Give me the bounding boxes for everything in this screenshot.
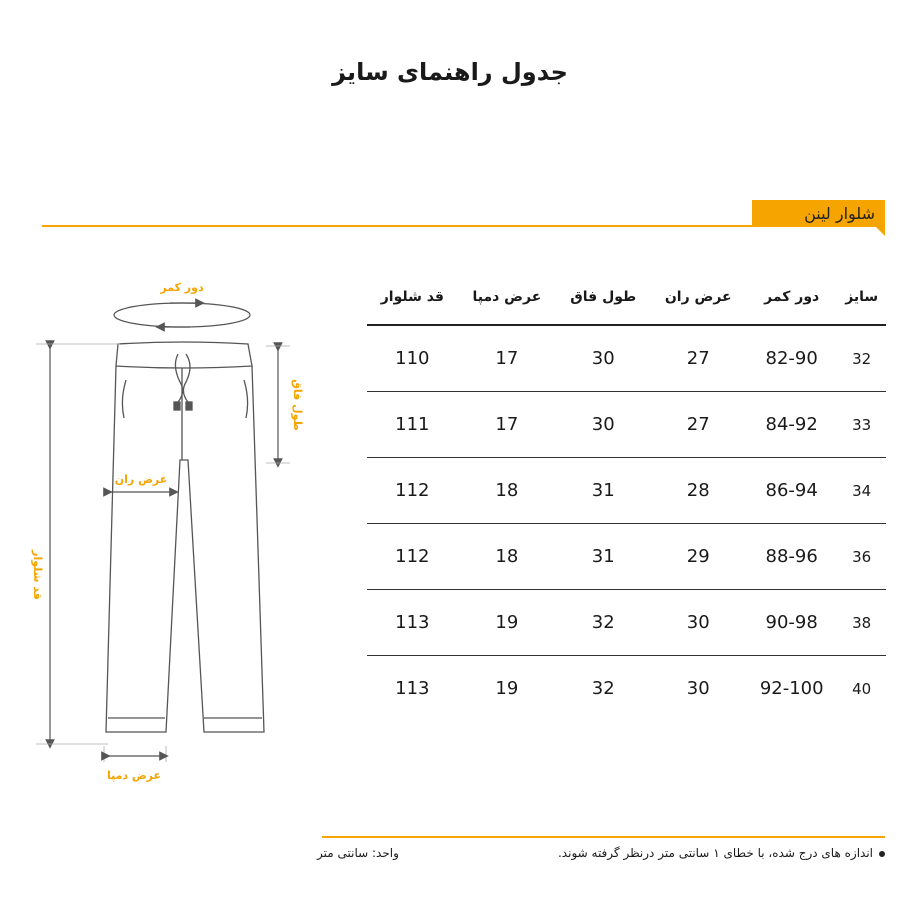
- section-tab-pointer: [876, 227, 885, 236]
- cell-thigh: 28: [650, 458, 746, 524]
- cell-length: 113: [367, 590, 458, 656]
- cell-hem: 17: [458, 325, 556, 392]
- cell-waist: 86-94: [746, 458, 837, 524]
- cell-hem: 18: [458, 524, 556, 590]
- thigh-label: عرض ران: [114, 473, 168, 486]
- waist-ellipse: [114, 303, 250, 327]
- tolerance-note: [558, 846, 885, 860]
- cell-size: 33: [837, 392, 886, 458]
- cell-waist: 82-90: [746, 325, 837, 392]
- cell-hem: 17: [458, 392, 556, 458]
- cell-hem: 18: [458, 458, 556, 524]
- cell-rise: 30: [556, 392, 650, 458]
- cell-thigh: 30: [650, 590, 746, 656]
- header-thigh: عرض ران: [650, 270, 746, 325]
- unit-note: واحد: سانتی متر: [317, 846, 399, 860]
- header-size: سایز: [837, 270, 886, 325]
- cell-thigh: 27: [650, 325, 746, 392]
- rise-label: طول فاق: [291, 379, 304, 431]
- cell-rise: 31: [556, 524, 650, 590]
- cell-waist: 88-96: [746, 524, 837, 590]
- header-hem: عرض دمپا: [458, 270, 556, 325]
- pants-outline-icon: [106, 342, 264, 732]
- cell-waist: 84-92: [746, 392, 837, 458]
- cell-waist: 90-98: [746, 590, 837, 656]
- cell-hem: 19: [458, 590, 556, 656]
- table-row: [367, 524, 886, 590]
- tolerance-note-text: اندازه های درج شده، با خطای ۱ سانتی متر درنظر گرفته شوند.: [557, 846, 873, 860]
- header-waist: دور کمر: [746, 270, 837, 325]
- header-rise: طول فاق: [556, 270, 650, 325]
- cell-rise: 30: [556, 325, 650, 392]
- cell-length: 112: [367, 458, 458, 524]
- cell-rise: 31: [556, 458, 650, 524]
- page-title: جدول راهنمای سایز: [332, 58, 568, 86]
- cell-size: 36: [837, 524, 886, 590]
- cell-waist: 92-100: [759, 678, 824, 699]
- section-tab: شلوار لینن: [752, 200, 885, 227]
- footer-divider: [322, 836, 885, 838]
- cell-length: 110: [367, 325, 458, 392]
- hem-label: عرض دمپا: [106, 769, 162, 782]
- cell-rise: 32: [556, 590, 650, 656]
- size-table: [367, 270, 886, 721]
- cell-hem: 19: [495, 678, 519, 699]
- table-row: [367, 656, 886, 722]
- table-row: [367, 325, 886, 392]
- table-row: [367, 590, 886, 656]
- pants-diagram: [0, 270, 320, 800]
- cell-thigh: 30: [686, 678, 710, 699]
- cell-thigh: 29: [650, 524, 746, 590]
- cell-length: 112: [367, 524, 458, 590]
- header-length: قد شلوار: [367, 270, 458, 325]
- cell-rise: 32: [591, 678, 615, 699]
- cell-length: 111: [367, 392, 458, 458]
- cell-size: 32: [837, 325, 886, 392]
- table-header-row: [367, 270, 886, 325]
- waist-label: دور کمر: [160, 281, 204, 294]
- bullet-icon: [879, 851, 885, 857]
- cell-size: 38: [837, 590, 886, 656]
- length-label: قد شلوار: [31, 550, 44, 600]
- cell-size: 34: [837, 458, 886, 524]
- cell-thigh: 27: [650, 392, 746, 458]
- cell-length: 113: [395, 678, 430, 699]
- cell-size: 40: [852, 679, 872, 698]
- table-row: [367, 458, 886, 524]
- table-row: [367, 392, 886, 458]
